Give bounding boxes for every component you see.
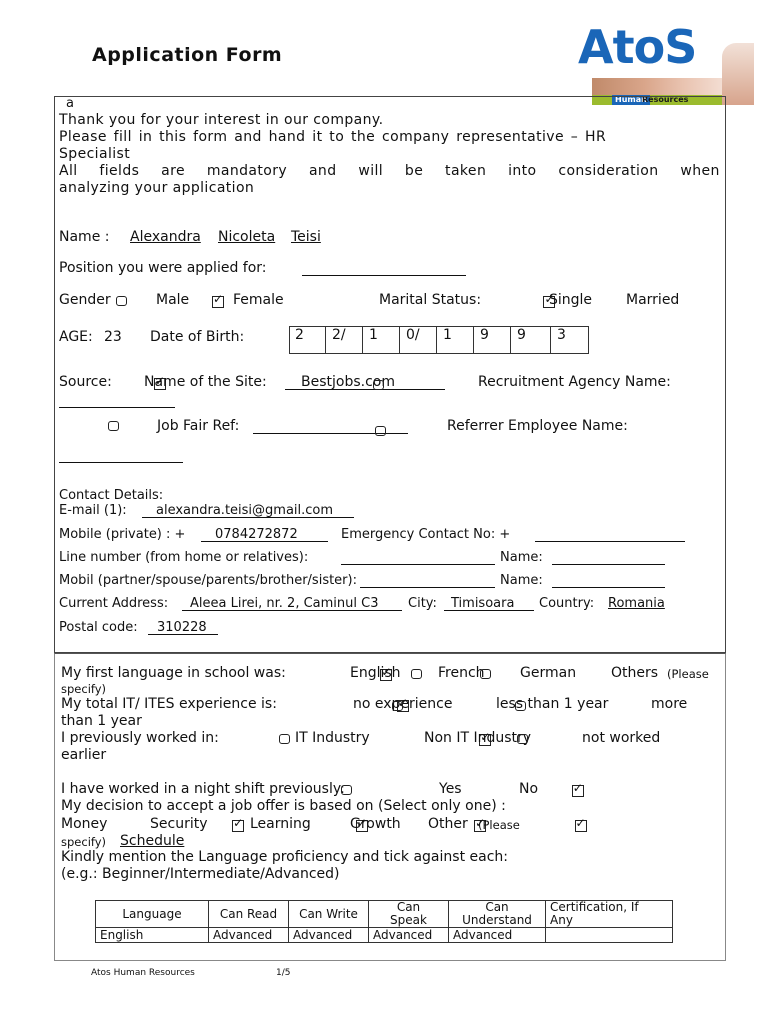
source-label: Source: xyxy=(59,374,112,390)
postal-field[interactable]: 310228 xyxy=(157,620,207,635)
security-label: Security xyxy=(150,816,208,832)
intro-line-2: Please fill in this form and hand it to the company representative – HR xyxy=(59,129,607,145)
emergency-field[interactable] xyxy=(535,529,685,542)
last-name-field[interactable]: Teisi xyxy=(291,229,321,245)
logo-hr-human: Human xyxy=(612,95,650,105)
kindly-label: Kindly mention the Language proficiency and tick against each: xyxy=(61,849,508,865)
specify-label-2: specify) xyxy=(61,835,107,849)
line-name-label: Name: xyxy=(500,550,543,565)
male-label: Male xyxy=(156,292,190,308)
page-title: Application Form xyxy=(92,44,283,66)
other-specify-field[interactable]: Schedule xyxy=(120,833,185,849)
agency-field[interactable] xyxy=(59,395,175,408)
less-than-year-radio[interactable] xyxy=(392,701,403,711)
postal-label: Postal code: xyxy=(59,620,138,635)
table-cell[interactable]: Advanced xyxy=(369,928,449,943)
intro-line-4: All fields are mandatory and will be taken into consideration when xyxy=(59,163,720,179)
table-header: Can Speak xyxy=(369,901,449,928)
table-cell[interactable] xyxy=(546,928,673,943)
first-name-field[interactable]: Alexandra xyxy=(130,229,201,245)
country-label: Country: xyxy=(539,596,595,611)
logo-hr-resources: Resources xyxy=(642,95,689,104)
more-than-year-radio[interactable] xyxy=(515,701,526,711)
growth-checkbox[interactable] xyxy=(575,820,587,832)
german-radio[interactable] xyxy=(480,669,491,679)
french-label: French xyxy=(438,665,485,681)
table-cell[interactable]: Advanced xyxy=(449,928,546,943)
please-label-2: (Please xyxy=(478,818,520,832)
table-cell[interactable]: Advanced xyxy=(289,928,369,943)
table-header: Can Understand xyxy=(449,901,546,928)
dob-cell[interactable]: 1 xyxy=(363,326,400,354)
dob-cell[interactable]: 3 xyxy=(551,326,589,354)
more-label: more xyxy=(651,696,688,712)
age-value[interactable]: 23 xyxy=(104,329,122,345)
logo-photo-face xyxy=(722,43,754,105)
night-no-checkbox[interactable] xyxy=(572,785,584,797)
table-header-row xyxy=(96,901,673,928)
decision-label: My decision to accept a job offer is based on (Select only one) : xyxy=(61,798,506,814)
email-field[interactable]: alexandra.teisi@gmail.com xyxy=(156,503,334,518)
mobil-name-field[interactable] xyxy=(552,575,665,588)
table-header: Can Read xyxy=(209,901,289,928)
mobile-label: Mobile (private) : + xyxy=(59,527,186,542)
intro-line-1: Thank you for your interest in our company. xyxy=(59,112,384,128)
intro-line-5: analyzing your application xyxy=(59,180,255,196)
position-field[interactable] xyxy=(302,263,466,276)
not-worked-label: not worked xyxy=(582,730,661,746)
logo-text: AtoS xyxy=(578,20,697,74)
referrer-label: Referrer Employee Name: xyxy=(447,418,628,434)
stray-text: a xyxy=(66,96,74,111)
earlier-label: earlier xyxy=(61,747,107,763)
line-number-label: Line number (from home or relatives): xyxy=(59,550,309,565)
english-label: English xyxy=(350,665,401,681)
previously-worked-label: I previously worked in: xyxy=(61,730,219,746)
site-value[interactable]: Bestjobs.com xyxy=(301,374,395,390)
address-label: Current Address: xyxy=(59,596,169,611)
table-cell[interactable]: Advanced xyxy=(209,928,289,943)
more-label-2: than 1 year xyxy=(61,713,142,729)
it-industry-label: IT Industry xyxy=(295,730,370,746)
line-number-field[interactable] xyxy=(341,552,495,565)
table-header: Certification, If Any xyxy=(546,901,673,928)
night-yes-radio[interactable] xyxy=(341,785,352,795)
age-label: AGE: xyxy=(59,329,93,345)
line-name-field[interactable] xyxy=(552,552,665,565)
email-label: E-mail (1): xyxy=(59,503,127,518)
table-header: Can Write xyxy=(289,901,369,928)
marital-status-label: Marital Status: xyxy=(379,292,482,308)
dob-cell[interactable]: 1 xyxy=(437,326,474,354)
female-label: Female xyxy=(233,292,284,308)
table-cell[interactable]: English xyxy=(96,928,209,943)
language-table xyxy=(95,900,673,943)
agency-radio[interactable] xyxy=(373,380,384,390)
country-field[interactable]: Romania xyxy=(608,596,665,611)
mobil-name-label: Name: xyxy=(500,573,543,588)
night-shift-label: I have worked in a night shift previously: xyxy=(61,781,345,797)
female-checkbox[interactable] xyxy=(212,296,224,308)
dob-cell[interactable]: 2 xyxy=(289,326,326,354)
specify-label: specify) xyxy=(61,682,107,696)
contact-heading: Contact Details: xyxy=(59,488,164,503)
first-language-label: My first language in school was: xyxy=(61,665,286,681)
other-label: Other xyxy=(428,816,468,832)
jobfair-label: Job Fair Ref: xyxy=(157,418,240,434)
site-label: Name of the Site: xyxy=(144,374,267,390)
middle-name-field[interactable]: Nicoleta xyxy=(218,229,276,245)
growth-label: Growth xyxy=(350,816,401,832)
less-than-year-label: less than 1 year xyxy=(496,696,609,712)
dob-cell[interactable]: 2/ xyxy=(326,326,363,354)
example-label: (e.g.: Beginner/Intermediate/Advanced) xyxy=(61,866,340,882)
mobil-field[interactable] xyxy=(360,575,495,588)
table-header: Language xyxy=(96,901,209,928)
position-label: Position you were applied for: xyxy=(59,260,267,276)
dob-label: Date of Birth: xyxy=(150,329,245,345)
it-experience-label: My total IT/ ITES experience is: xyxy=(61,696,277,712)
dob-cell[interactable]: 9 xyxy=(511,326,551,354)
footer-company: Atos Human Resources xyxy=(91,968,195,978)
male-radio[interactable] xyxy=(116,296,127,306)
non-it-label: Non IT Industry xyxy=(424,730,532,746)
single-label: Single xyxy=(549,292,593,308)
footer-page-number: 1/5 xyxy=(276,968,291,978)
city-field[interactable]: Timisoara xyxy=(451,596,515,611)
gender-label: Gender xyxy=(59,292,111,308)
dob-cell[interactable]: 9 xyxy=(474,326,511,354)
referrer-radio[interactable] xyxy=(375,426,386,436)
intro-line-3: Specialist xyxy=(59,146,131,162)
dob-cell[interactable]: 0/ xyxy=(400,326,437,354)
german-label: German xyxy=(520,665,577,681)
city-label: City: xyxy=(408,596,437,611)
mobil-label: Mobil (partner/spouse/parents/brother/sister): xyxy=(59,573,357,588)
learning-label: Learning xyxy=(250,816,311,832)
money-checkbox[interactable] xyxy=(232,820,244,832)
agency-label: Recruitment Agency Name: xyxy=(478,374,671,390)
married-label: Married xyxy=(626,292,680,308)
jobfair-radio[interactable] xyxy=(108,421,119,431)
yes-label: Yes xyxy=(439,781,462,797)
not-worked-radio[interactable] xyxy=(517,734,528,744)
no-label: No xyxy=(519,781,539,797)
money-label: Money xyxy=(61,816,108,832)
please-label: (Please xyxy=(667,667,709,681)
it-industry-radio[interactable] xyxy=(279,734,290,744)
no-experience-label: no experience xyxy=(353,696,453,712)
french-radio[interactable] xyxy=(411,669,422,679)
table-row xyxy=(96,928,673,943)
referrer-field[interactable] xyxy=(59,450,183,463)
emergency-label: Emergency Contact No: + xyxy=(341,527,511,542)
mobile-field[interactable]: 0784272872 xyxy=(215,527,298,542)
address-field[interactable]: Aleea Lirei, nr. 2, Caminul C3 xyxy=(190,596,379,611)
others-label: Others xyxy=(611,665,659,681)
name-label: Name : xyxy=(59,229,110,245)
